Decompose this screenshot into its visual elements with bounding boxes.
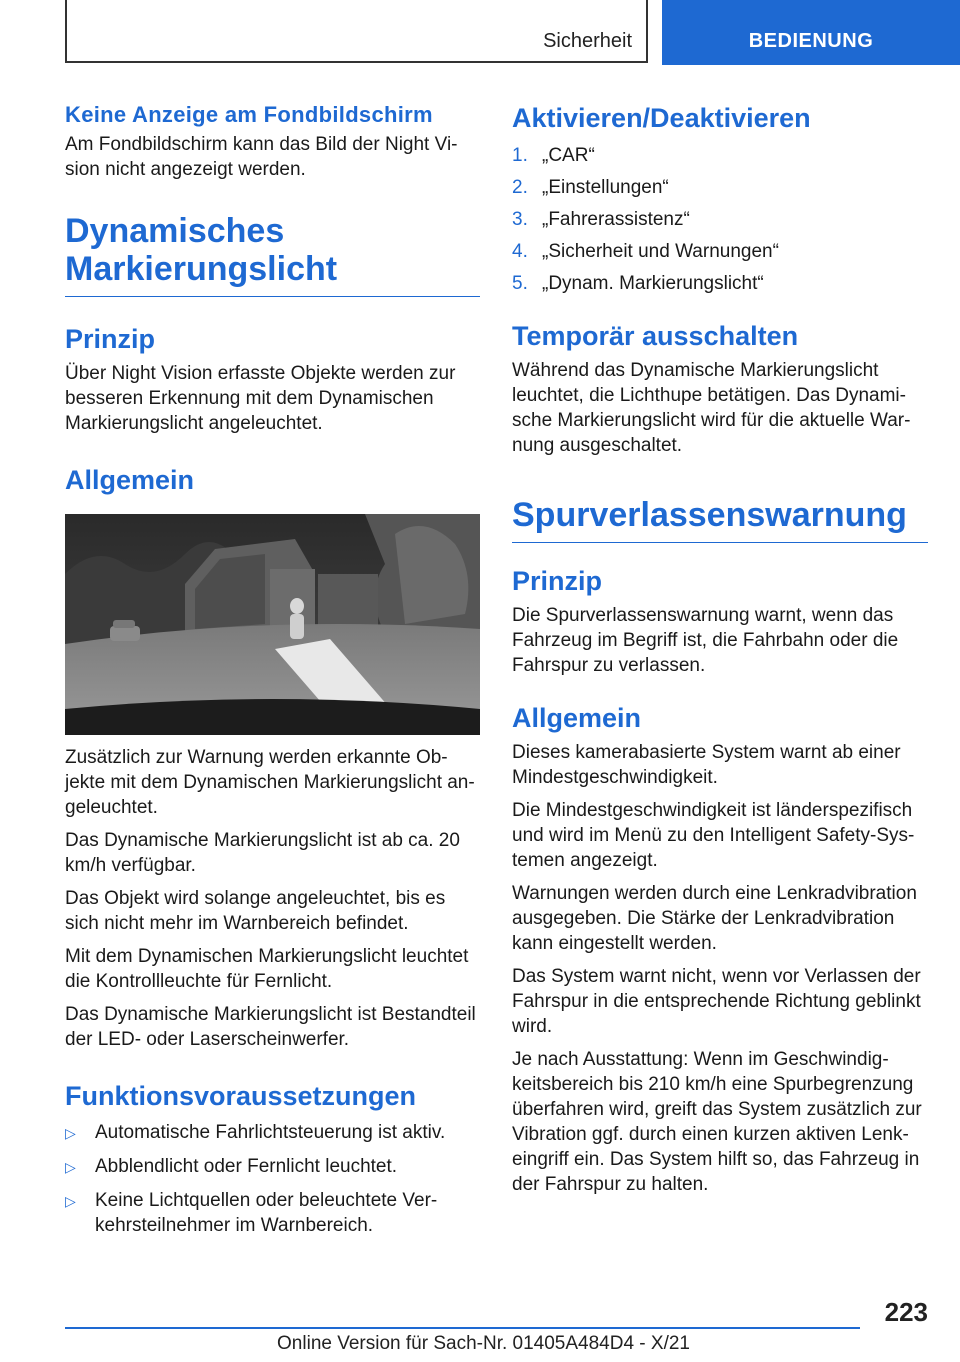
general-paragraph-5: Das Dynamische Markierungslicht ist Bestandteil der LED- oder Laserscheinwerfer.	[65, 1004, 476, 1050]
menu-steps-list	[512, 140, 928, 300]
list-item: ▷ Abblendlicht oder Fernlicht leuchtet.	[65, 1154, 480, 1180]
list-item: 2. „Einstellungen“	[512, 177, 669, 198]
lane-paragraph-5: Je nach Ausstattung: Wenn im Geschwindig-keitsbereich bis 210 km/h eine Spurbegrenzung überfahren wird, greift das System zusätzlich zur Vibration ggf. durch einen kurzen aktiven Lenk-eingriff ein. Das System hilft so, das Fahrzeug in der Fahrspur zu halten.	[512, 1049, 922, 1195]
online-version-text: Online Version für Sach-Nr. 01405A484D4 - X/21	[277, 1333, 690, 1354]
list-item: 4. „Sicherheit und Warnungen“	[512, 241, 779, 262]
list-item: ▷ Automatische Fahrlichtsteuerung ist aktiv.	[65, 1120, 480, 1146]
principle-heading: Prinzip	[65, 324, 156, 354]
general-paragraph-2: Das Dynamische Markierungslicht ist ab ca. 20 km/h verfügbar.	[65, 830, 460, 876]
lane-paragraph-3: Warnungen werden durch eine Lenkradvibration ausgegeben. Die Stärke der Lenkradvibration kann eingestellt werden.	[512, 883, 917, 954]
footer-rule	[65, 1327, 860, 1329]
main-title-line2: Markierungslicht	[65, 250, 338, 288]
requirements-list	[65, 1120, 480, 1238]
list-item: 1. „CAR“	[512, 145, 595, 166]
lane-paragraph-4: Das System warnt nicht, wenn vor Verlassen der Fahrspur in die entsprechende Richtung geblinkt wird.	[512, 966, 921, 1037]
page-number: 223	[884, 1297, 928, 1327]
main-title	[65, 212, 480, 297]
lane-principle-heading: Prinzip	[512, 566, 603, 596]
lane-principle-text: Die Spurverlassenswarnung warnt, wenn das Fahrzeug im Begriff ist, die Fahrbahn oder die Fahrspur zu verlassen.	[512, 605, 899, 676]
triangle-bullet-icon: ▷	[65, 1159, 76, 1175]
list-item: 5. „Dynam. Markierungslicht“	[512, 273, 764, 294]
rear-screen-heading: Keine Anzeige am Fondbildschirm	[65, 102, 433, 127]
lane-title: Spurverlassenswarnung	[512, 496, 928, 543]
night-vision-figure	[65, 514, 480, 735]
chapter-tab: BEDIENUNG	[662, 0, 960, 65]
general-heading: Allgemein	[65, 465, 195, 495]
lane-paragraph-2: Die Mindestgeschwindigkeit ist länderspezifisch und wird im Menü zu den Intelligent Safety-Sys-temen angezeigt.	[512, 800, 915, 871]
left-column	[65, 100, 480, 1246]
requirements-heading: Funktionsvoraussetzungen	[65, 1081, 417, 1111]
list-item: ▷ Keine Lichtquellen oder beleuchtete Ver-kehrsteilnehmer im Warnbereich.	[65, 1190, 438, 1236]
rear-screen-text: Am Fondbildschirm kann das Bild der Night Vi-sion nicht angezeigt werden.	[65, 134, 458, 180]
temp-off-heading: Temporär ausschalten	[512, 321, 799, 351]
right-column	[512, 100, 928, 1205]
lane-paragraph-1: Dieses kamerabasierte System warnt ab einer Mindestgeschwindigkeit.	[512, 742, 901, 788]
list-item: 3. „Fahrerassistenz“	[512, 209, 690, 230]
general-paragraph-1: Zusätzlich zur Warnung werden erkannte Ob-jekte mit dem Dynamischen Markierungslicht an-geleuchtet.	[65, 747, 475, 818]
lane-general-heading: Allgemein	[512, 703, 642, 733]
section-label: Sicherheit	[543, 30, 632, 52]
activate-heading: Aktivieren/Deaktivieren	[512, 103, 811, 133]
general-paragraph-3: Das Objekt wird solange angeleuchtet, bis es sich nicht mehr im Warnbereich befindet.	[65, 888, 446, 934]
header-frame	[65, 0, 648, 63]
temp-off-text: Während das Dynamische Markierungslicht leuchtet, die Lichthupe betätigen. Das Dynami-sche Markierungslicht wird für die aktuelle War-nung ausgeschaltet.	[512, 360, 911, 456]
triangle-bullet-icon: ▷	[65, 1125, 76, 1141]
principle-text: Über Night Vision erfasste Objekte werden zur besseren Erkennung mit dem Dynamischen Markierungslicht angeleuchtet.	[65, 363, 456, 434]
general-paragraph-4: Mit dem Dynamischen Markierungslicht leuchtet die Kontrollleuchte für Fernlicht.	[65, 946, 469, 992]
triangle-bullet-icon: ▷	[65, 1193, 76, 1209]
main-title-line1: Dynamisches	[65, 212, 285, 250]
